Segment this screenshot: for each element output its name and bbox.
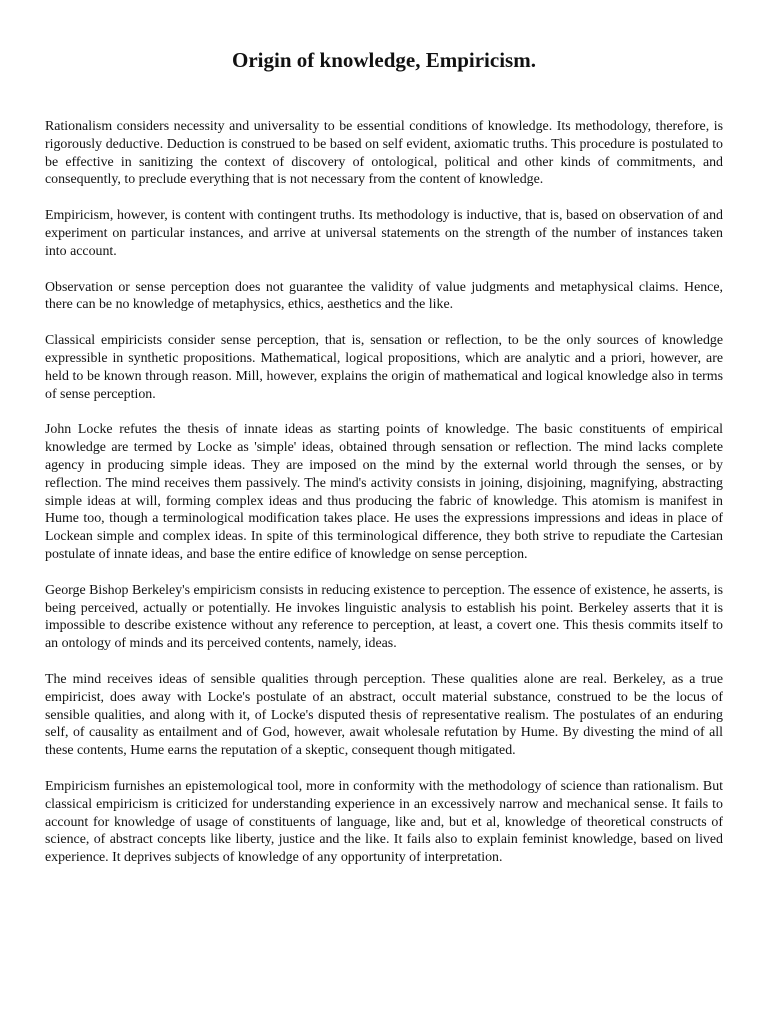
paragraph-classical-empiricists: Classical empiricists consider sense perception, that is, sensation or reflection, to be the only sources of knowledge expressible in synthetic propositions. Mathematical, logical propositions, which are analytic and a priori, however, are held to be known through reason. Mill, however, explains the origin of mathematical and logical knowledge also in terms of sense perception. <box>45 333 723 402</box>
paragraph-rationalism: Rationalism considers necessity and universality to be essential conditions of knowledge. Its methodology, therefore, is rigorously deductive. Deduction is construed to be based on self evident, axiomatic truths. This procedure is postulated to be effective in sanitizing the context of discovery of ontological, political and other kinds of commitments, and consequently, to preclude everything that is not necessary from the content of knowledge. <box>45 119 723 188</box>
document-body <box>45 118 723 885</box>
paragraph-berkeley: George Bishop Berkeley's empiricism consists in reducing existence to perception. The essence of existence, he asserts, is being perceived, actually or potentially. He invokes linguistic analysis to establish his point. Berkeley asserts that it is impossible to describe existence without any reference to perception, at least, a covert one. This thesis commits itself to an ontology of minds and its perceived contents, namely, ideas. <box>45 582 723 652</box>
paragraph-john-locke: John Locke refutes the thesis of innate ideas as starting points of knowledge. The basic constituents of empirical knowledge are termed by Locke as 'simple' ideas, obtained through sensation or reflection. The mind lacks complete agency in producing simple ideas. They are imposed on the mind by the external world through the senses, or by reflection. The mind receives them passively. The mind's activity consists in joining, disjoining, magnifying, abstracting simple ideas at will, forming complex ideas and thus producing the fabric of knowledge. This atomism is manifest in Hume too, though a terminological modification takes place. He uses the expressions impressions and ideas in place of Lockean simple and complex ideas. In spite of this terminological difference, they both strive to repudiate the Cartesian postulate of innate ideas, and base the entire edifice of knowledge on sense perception. <box>45 422 723 562</box>
paragraph-empiricism-contingent: Empiricism, however, is content with contingent truths. Its methodology is inductive, that is, based on observation of and experiment on particular instances, and arrive at universal statements on the strength of the number of instances taken into account. <box>45 208 723 259</box>
paragraph-criticism: Empiricism furnishes an epistemological tool, more in conformity with the methodology of science than rationalism. But classical empiricism is criticized for understanding experience in an excessively narrow and mechanical sense. It fails to account for knowledge of usage of constituents of language, like and, but et al, knowledge of theoretical constructs of science, of abstract concepts like liberty, justice and the like. It fails also to explain feminist knowledge, based on lived experience. It deprives subjects of knowledge of any opportunity of interpretation. <box>45 778 723 866</box>
paragraph-sensible-qualities: The mind receives ideas of sensible qualities through perception. These qualities alone are real. Berkeley, as a true empiricist, does away with Locke's postulate of an abstract, occult material substance, construed to be the locus of sensible qualities, and along with it, of Locke's disputed thesis of representative realism. The postulates of an enduring self, of causality as entailment and of God, however, await wholesale refutation by Hume. By divesting the mind of all these contents, Hume earns the reputation of a skeptic, consequent though mitigated. <box>45 671 723 759</box>
paragraph-observation: Observation or sense perception does not guarantee the validity of value judgments and metaphysical claims. Hence, there can be no knowledge of metaphysics, ethics, aesthetics and the like. <box>45 279 723 313</box>
page-title: Origin of knowledge, Empiricism. <box>232 48 536 72</box>
